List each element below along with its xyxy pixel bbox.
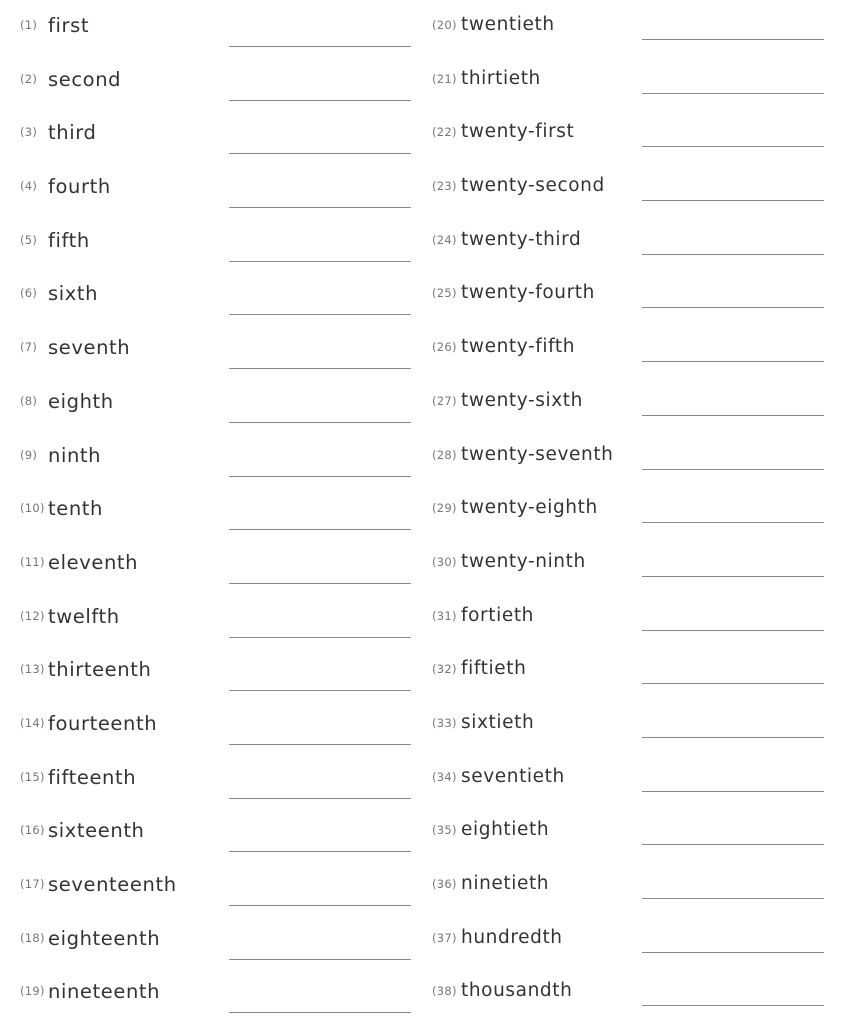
item-number: (20) [432,18,457,32]
worksheet-item [0,915,420,969]
worksheet-item [0,807,420,861]
worksheet-item [420,378,840,432]
item-number: (34) [432,769,457,784]
answer-blank[interactable] [642,415,824,416]
answer-blank[interactable] [642,952,824,953]
answer-blank[interactable] [229,100,411,101]
item-number: (8) [20,393,38,408]
worksheet-item [0,432,420,486]
item-number: (21) [432,71,457,86]
ordinal-word: twenty-eighth [461,497,598,519]
answer-blank[interactable] [642,791,824,792]
answer-blank[interactable] [229,476,411,477]
answer-blank[interactable] [229,583,411,584]
worksheet-item [0,646,420,700]
item-number: (36) [432,877,457,891]
answer-blank[interactable] [229,422,411,423]
item-number: (31) [432,608,457,623]
item-number: (12) [20,608,45,623]
item-number: (29) [432,501,457,516]
worksheet-item [0,378,420,432]
ordinal-word: fifteenth [48,765,137,789]
answer-blank[interactable] [229,207,411,208]
item-number: (16) [20,823,45,838]
ordinal-word: eleventh [48,550,139,574]
ordinal-word: ninetieth [461,873,550,894]
ordinal-word: sixtieth [461,711,535,733]
item-number: (1) [20,18,38,32]
answer-blank[interactable] [229,153,411,154]
answer-blank[interactable] [229,798,411,799]
worksheet-item [420,700,840,754]
worksheet-item [420,646,840,700]
ordinal-word: eighth [48,389,114,413]
worksheet-item [0,700,420,754]
worksheet-item [0,270,420,324]
ordinal-word: twenty-first [461,121,575,143]
item-number: (17) [20,877,45,891]
worksheet-item [0,539,420,593]
answer-blank[interactable] [642,200,824,201]
item-number: (2) [20,71,38,86]
answer-blank[interactable] [642,254,824,255]
worksheet-item [420,324,840,378]
worksheet-item [420,861,840,915]
item-number: (11) [20,554,45,569]
ordinal-word: tenth [48,497,104,521]
worksheet-item [420,217,840,271]
worksheet-item [420,754,840,808]
worksheet-item [420,270,840,324]
worksheet-item [420,56,840,110]
worksheet-item [0,754,420,808]
answer-blank[interactable] [642,1005,824,1006]
worksheet-item [420,2,840,56]
answer-blank[interactable] [642,844,824,845]
item-number: (28) [432,447,457,462]
worksheet-item [420,432,840,486]
answer-blank[interactable] [642,93,824,94]
answer-blank[interactable] [642,898,824,899]
right-column [420,2,840,1022]
item-number: (38) [432,984,457,999]
ordinal-word: sixteenth [48,819,145,843]
item-number: (23) [432,179,457,194]
item-number: (9) [20,447,38,462]
ordinal-word: ninth [48,443,102,467]
worksheet-item [0,324,420,378]
worksheet-item [420,968,840,1022]
item-number: (37) [432,930,457,945]
answer-blank[interactable] [642,307,824,308]
answer-blank[interactable] [229,368,411,369]
ordinal-word: thirteenth [48,658,152,682]
item-number: (19) [20,984,45,999]
ordinal-word: twenty-seventh [461,443,614,465]
ordinal-word: twenty-second [461,175,605,197]
item-number: (24) [432,232,457,247]
worksheet-item [0,593,420,647]
item-number: (13) [20,662,45,677]
worksheet-item [420,807,840,861]
item-number: (30) [432,554,457,569]
ordinal-word: thousandth [461,980,573,1002]
item-number: (3) [20,125,38,140]
ordinal-word: eighteenth [48,926,161,950]
ordinal-word: fourth [48,175,111,199]
ordinal-word: hundredth [461,926,563,948]
ordinal-word: thirtieth [461,67,541,89]
worksheet-item [420,539,840,593]
worksheet-item [0,485,420,539]
answer-blank[interactable] [229,851,411,852]
ordinal-word: second [48,67,122,91]
answer-blank[interactable] [642,469,824,470]
item-number: (35) [432,823,457,838]
answer-blank[interactable] [229,1012,411,1013]
worksheet-item [420,163,840,217]
item-number: (18) [20,930,45,945]
answer-blank[interactable] [642,630,824,631]
worksheet-item [420,593,840,647]
ordinal-word: twenty-fourth [461,282,595,304]
item-number: (14) [20,715,45,730]
worksheet-item [0,217,420,271]
worksheet-item [420,915,840,969]
item-number: (25) [432,286,457,301]
worksheet-item [0,2,420,56]
ordinal-word: nineteenth [48,980,161,1004]
item-number: (22) [432,125,457,140]
answer-blank[interactable] [642,737,824,738]
answer-blank[interactable] [229,905,411,906]
ordinal-word: twenty-fifth [461,336,576,358]
ordinal-word: twenty-ninth [461,550,586,572]
answer-blank[interactable] [642,683,824,684]
worksheet-item [420,485,840,539]
ordinal-word: fiftieth [461,658,527,680]
answer-blank[interactable] [229,261,411,262]
item-number: (33) [432,715,457,730]
item-number: (10) [20,501,45,516]
item-number: (27) [432,393,457,408]
item-number: (26) [432,340,457,355]
item-number: (7) [20,340,38,355]
ordinal-word: seventh [48,336,131,360]
answer-blank[interactable] [229,744,411,745]
answer-blank[interactable] [229,46,411,47]
worksheet-item [0,109,420,163]
answer-blank[interactable] [229,637,411,638]
worksheet-item [0,56,420,110]
answer-blank[interactable] [642,146,824,147]
answer-blank[interactable] [229,959,411,960]
item-number: (4) [20,179,38,194]
ordinal-word: seventieth [461,765,565,787]
ordinal-word: twenty-third [461,228,582,250]
ordinal-word: seventeenth [48,873,177,896]
answer-blank[interactable] [642,39,824,40]
item-number: (32) [432,662,457,677]
item-number: (15) [20,769,45,784]
ordinal-word: fourteenth [48,711,158,735]
item-number: (6) [20,286,38,301]
ordinal-word: eightieth [461,819,550,841]
item-number: (5) [20,232,38,247]
left-column [0,2,420,1022]
ordinal-word: twenty-sixth [461,389,583,411]
answer-blank[interactable] [642,522,824,523]
ordinal-word: sixth [48,282,99,306]
worksheet-item [420,109,840,163]
worksheet-item [0,163,420,217]
ordinal-word: fifth [48,228,90,252]
worksheet-item [0,968,420,1022]
ordinal-word: third [48,121,97,145]
answer-blank[interactable] [229,529,411,530]
ordinal-word: fortieth [461,604,534,626]
answer-blank[interactable] [229,314,411,315]
ordinal-word: twentieth [461,14,555,35]
answer-blank[interactable] [642,576,824,577]
answer-blank[interactable] [642,361,824,362]
ordinal-word: first [48,14,90,37]
worksheet-item [0,861,420,915]
ordinal-word: twelfth [48,604,120,628]
answer-blank[interactable] [229,690,411,691]
